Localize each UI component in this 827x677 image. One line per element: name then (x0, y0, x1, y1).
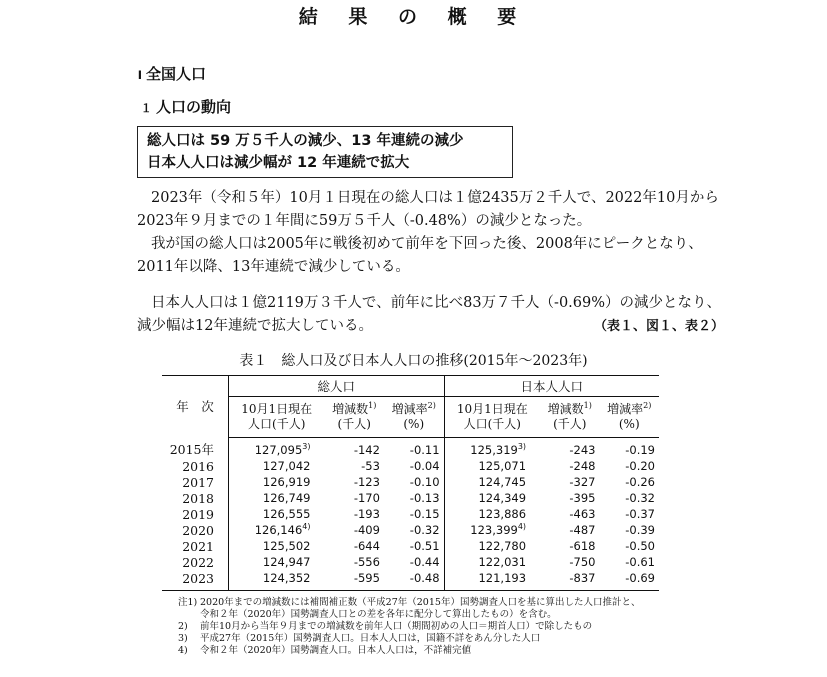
table-row (162, 458, 659, 474)
subsection-number: １ (140, 101, 152, 115)
note-text: 令和２年（2020年）国勢調査人口との差を各年に配分して算出したもの）を含む。 (200, 609, 557, 620)
japanese-population-cell: 122,031 (478, 554, 527, 569)
total-change-cell: -595 (353, 570, 380, 585)
note-item (178, 597, 640, 609)
total-change-cell: -123 (353, 474, 380, 489)
total-change-cell: -142 (353, 442, 380, 457)
note-item (178, 633, 640, 645)
total-population-cell: 126,919 (262, 474, 311, 489)
japanese-rate-cell: -0.19 (625, 442, 655, 457)
note-text: 令和２年（2020年）国勢調査人口。日本人人口は，不詳補完値 (200, 645, 472, 656)
year-cell: 2017 (162, 474, 229, 490)
highlight-line-2: 日本人人口は減少幅が 12 年連続で拡大 (147, 155, 410, 171)
japanese-rate-column-header: 増減率$^{2)}$ (%) (600, 397, 660, 438)
paragraph-text: 我が国の総人口は2005年に戦後初めて前年を下回った後、2008年にピークとなり、2011年以降、13年連続で減少している。 (137, 236, 703, 275)
paragraph-text: 2023年（令和５年）10月１日現在の総人口は１億2435万２千人で、2022年10月から2023年９月までの１年間に59万５千人（-0.48%）の減少となった。 (137, 190, 719, 229)
note-text: 前年10月から当年９月までの増減数を前年人口（期間初めの人口＝期首人口）で除したもの (200, 621, 593, 632)
figure-reference: （表１、図１、表２） (593, 319, 724, 334)
year-cell: 2019 (162, 506, 229, 522)
japanese-change-cell: -327 (569, 474, 596, 489)
table-row (162, 522, 659, 538)
japanese-change-cell: -243 (569, 442, 596, 457)
year-cell: 2021 (162, 538, 229, 554)
japanese-change-cell: -618 (569, 538, 596, 553)
total-rate-cell: -0.11 (384, 438, 444, 459)
japanese-rate-cell: -0.50 (625, 538, 655, 553)
table-row (162, 538, 659, 554)
total-change-cell: -53 (361, 458, 380, 473)
total-population-group-header: 総人口 (229, 376, 445, 397)
paragraph-text: 日本人人口は１億2119万３千人で、前年に比べ83万７千人（-0.69%）の減少となり、減少幅は12年連続で拡大している。 (137, 295, 722, 334)
note-text: 2020年までの増減数には補間補正数（平成27年（2015年）国勢調査人口を基に算出した人口推計と、 (200, 597, 641, 608)
japanese-population-cell: 123,399$^{4)}$ (470, 521, 527, 537)
year-cell: 2016 (162, 458, 229, 474)
table-row (162, 490, 659, 506)
total-population-cell: 124,947 (262, 554, 311, 569)
japanese-population-cell: 124,349 (478, 490, 527, 505)
note-key: 3) (178, 633, 188, 644)
total-change-cell: -556 (353, 554, 380, 569)
table-caption: 表１ 総人口及び日本人人口の推移(2015年～2023年) (239, 353, 588, 369)
total-rate-cell: -0.48 (384, 570, 444, 591)
total-rate-column-header: 増減率$^{2)}$ (%) (384, 397, 444, 438)
note-key: 2) (178, 621, 188, 632)
total-rate-cell: -0.15 (384, 506, 444, 522)
note-item (178, 645, 640, 657)
subsection-label: 人口の動向 (156, 98, 232, 116)
total-population-cell: 126,146$^{4)}$ (254, 521, 311, 537)
total-rate-cell: -0.04 (384, 458, 444, 474)
japanese-rate-cell: -0.37 (625, 506, 655, 521)
japanese-rate-cell: -0.32 (625, 490, 655, 505)
total-population-column-header: 10月1日現在 人口(千人) (229, 397, 325, 438)
table-notes (178, 597, 640, 657)
total-population-cell: 127,095$^{3)}$ (254, 441, 311, 457)
japanese-change-cell: -837 (569, 570, 596, 585)
japanese-change-cell: -248 (569, 458, 596, 473)
note-item (178, 621, 640, 633)
total-rate-cell: -0.10 (384, 474, 444, 490)
total-change-cell: -193 (353, 506, 380, 521)
japanese-population-cell: 124,745 (478, 474, 527, 489)
year-cell: 2022 (162, 554, 229, 570)
total-change-cell: -409 (353, 522, 380, 537)
paragraph-japanese-population (137, 292, 727, 338)
total-population-cell: 126,555 (262, 506, 311, 521)
japanese-change-cell: -750 (569, 554, 596, 569)
total-rate-cell: -0.13 (384, 490, 444, 506)
table-row (162, 474, 659, 490)
japanese-population-cell: 123,886 (478, 506, 527, 521)
japanese-rate-cell: -0.61 (625, 554, 655, 569)
section-number: Ⅰ (137, 68, 142, 82)
total-change-column-header: 増減数$^{1)}$ (千人) (324, 397, 383, 438)
total-rate-cell: -0.44 (384, 554, 444, 570)
japanese-change-column-header: 増減数$^{1)}$ (千人) (540, 397, 599, 438)
paragraph-trend (137, 233, 727, 279)
table-row (162, 554, 659, 570)
total-change-cell: -644 (353, 538, 380, 553)
japanese-change-cell: -487 (569, 522, 596, 537)
japanese-change-cell: -395 (569, 490, 596, 505)
japanese-population-cell: 125,319$^{3)}$ (470, 441, 527, 457)
japanese-population-column-header: 10月1日現在 人口(千人) (444, 397, 540, 438)
note-key: 注1) (178, 597, 198, 608)
note-text: 平成27年（2015年）国勢調査人口。日本人人口は，国籍不詳をあん分した人口 (200, 633, 541, 644)
japanese-rate-cell: -0.39 (625, 522, 655, 537)
japanese-change-cell: -463 (569, 506, 596, 521)
year-cell: 2015年 (162, 438, 229, 459)
note-key: 4) (178, 645, 188, 656)
page-title: 結 果 の 概 要 (298, 6, 529, 28)
table-row (162, 438, 659, 459)
highlight-box (137, 126, 513, 178)
japanese-population-group-header: 日本人人口 (444, 376, 659, 397)
table-row (162, 506, 659, 522)
section-label: 全国人口 (146, 65, 207, 83)
section-heading (110, 63, 206, 84)
total-population-cell: 127,042 (262, 458, 311, 473)
total-population-cell: 125,502 (262, 538, 311, 553)
total-rate-cell: -0.32 (384, 522, 444, 538)
japanese-rate-cell: -0.69 (625, 570, 655, 585)
year-column-header: 年 次 (162, 376, 229, 438)
japanese-population-cell: 125,071 (478, 458, 527, 473)
year-cell: 2020 (162, 522, 229, 538)
population-table (162, 375, 659, 591)
japanese-rate-cell: -0.20 (625, 458, 655, 473)
total-population-cell: 126,749 (262, 490, 311, 505)
table-row (162, 570, 659, 591)
total-change-cell: -170 (353, 490, 380, 505)
year-cell: 2023 (162, 570, 229, 591)
total-rate-cell: -0.51 (384, 538, 444, 554)
total-population-cell: 124,352 (262, 570, 311, 585)
year-cell: 2018 (162, 490, 229, 506)
highlight-line-1: 総人口は 59 万５千人の減少、13 年連続の減少 (147, 133, 464, 149)
subsection-heading (120, 96, 231, 117)
japanese-rate-cell: -0.26 (625, 474, 655, 489)
paragraph-total-population (137, 187, 727, 233)
japanese-population-cell: 122,780 (478, 538, 527, 553)
japanese-population-cell: 121,193 (478, 570, 527, 585)
